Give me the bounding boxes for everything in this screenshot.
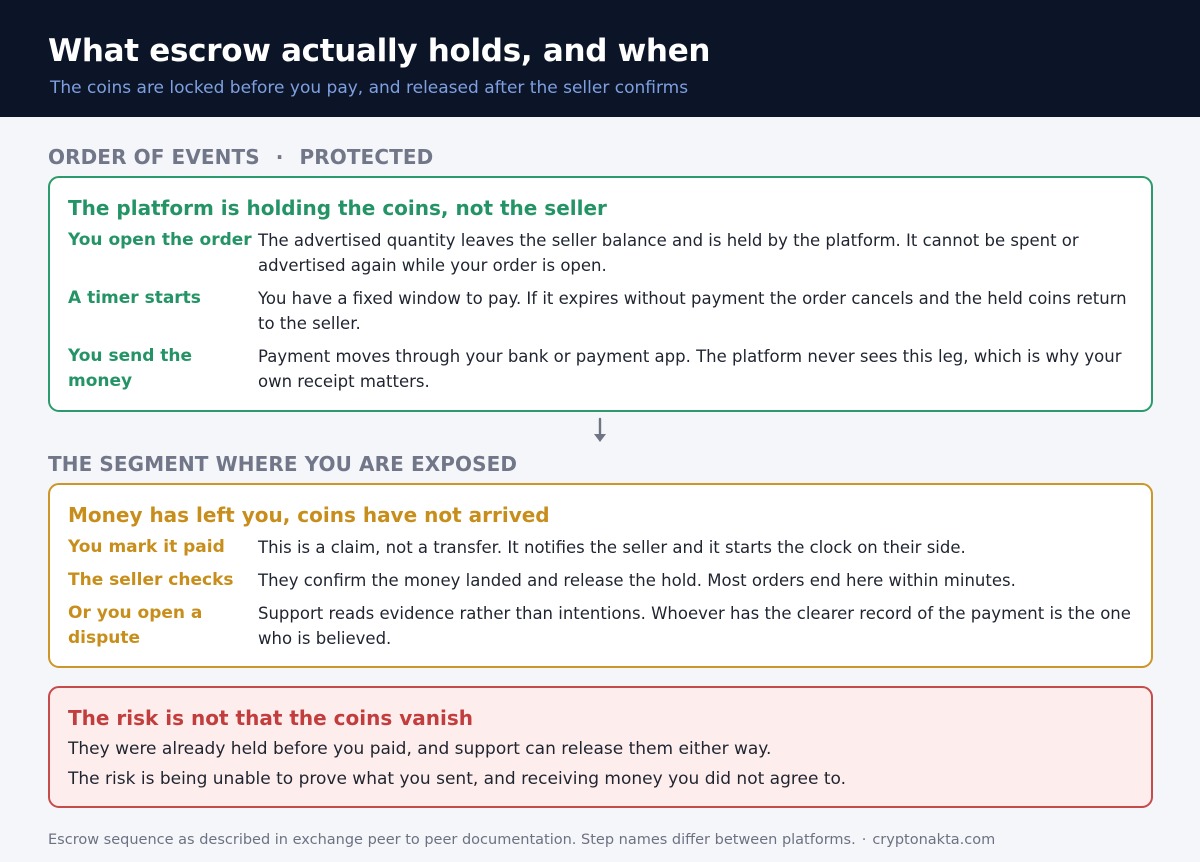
step-desc-timer: You have a fixed window to pay. If it expires without payment the order cancels and the held coins return to the seller. <box>258 289 1127 333</box>
exposed-card <box>48 483 1153 668</box>
footer-source: Escrow sequence as described in exchange peer to peer documentation. Step names differ between platforms. <box>48 832 856 848</box>
step-desc-send-money: Payment moves through your bank or payment app. The platform never sees this leg, which is why your own receipt matters. <box>258 347 1122 391</box>
section-label-order-of-events <box>48 145 433 169</box>
step-desc-dispute: Support reads evidence rather than intentions. Whoever has the clearer record of the payment is the one who is believed. <box>258 604 1131 648</box>
risk-card <box>48 686 1153 808</box>
step-term-open-order: You open the order <box>68 230 252 250</box>
footer-note <box>48 832 995 848</box>
page-title: What escrow actually holds, and when <box>48 33 711 69</box>
protected-card-title: The platform is holding the coins, not the seller <box>68 196 607 220</box>
risk-line-2: The risk is being unable to prove what you sent, and receiving money you did not agree to. <box>68 769 846 789</box>
step-desc-mark-paid: This is a claim, not a transfer. It notifies the seller and it starts the clock on their side. <box>258 538 966 557</box>
step-desc-open-order: The advertised quantity leaves the seller balance and is held by the platform. It cannot be spent or advertised again while your order is open. <box>258 231 1079 275</box>
risk-card-title: The risk is not that the coins vanish <box>68 706 473 730</box>
risk-line-1: They were already held before you paid, and support can release them either way. <box>68 739 772 759</box>
section-label-separator: · <box>275 145 284 169</box>
page-subtitle: The coins are locked before you pay, and released after the seller confirms <box>50 78 689 98</box>
exposed-card-title: Money has left you, coins have not arrived <box>68 503 550 527</box>
footer-separator: · <box>861 832 867 848</box>
step-term-mark-paid: You mark it paid <box>68 537 225 557</box>
page-header <box>0 0 1200 117</box>
step-term-seller-checks: The seller checks <box>68 570 234 590</box>
section-label-order: ORDER OF EVENTS <box>48 145 260 169</box>
section-label-exposed: THE SEGMENT WHERE YOU ARE EXPOSED <box>48 452 518 476</box>
protected-card <box>48 176 1153 412</box>
arrow-down-icon <box>591 417 609 445</box>
section-label-protected: PROTECTED <box>299 145 434 169</box>
footer-site: cryptonakta.com <box>872 832 996 848</box>
step-term-dispute: Or you open a dispute <box>68 603 203 648</box>
step-desc-seller-checks: They confirm the money landed and release the hold. Most orders end here within minutes. <box>258 571 1016 590</box>
step-term-timer: A timer starts <box>68 288 201 308</box>
step-term-send-money: You send the money <box>68 346 193 391</box>
